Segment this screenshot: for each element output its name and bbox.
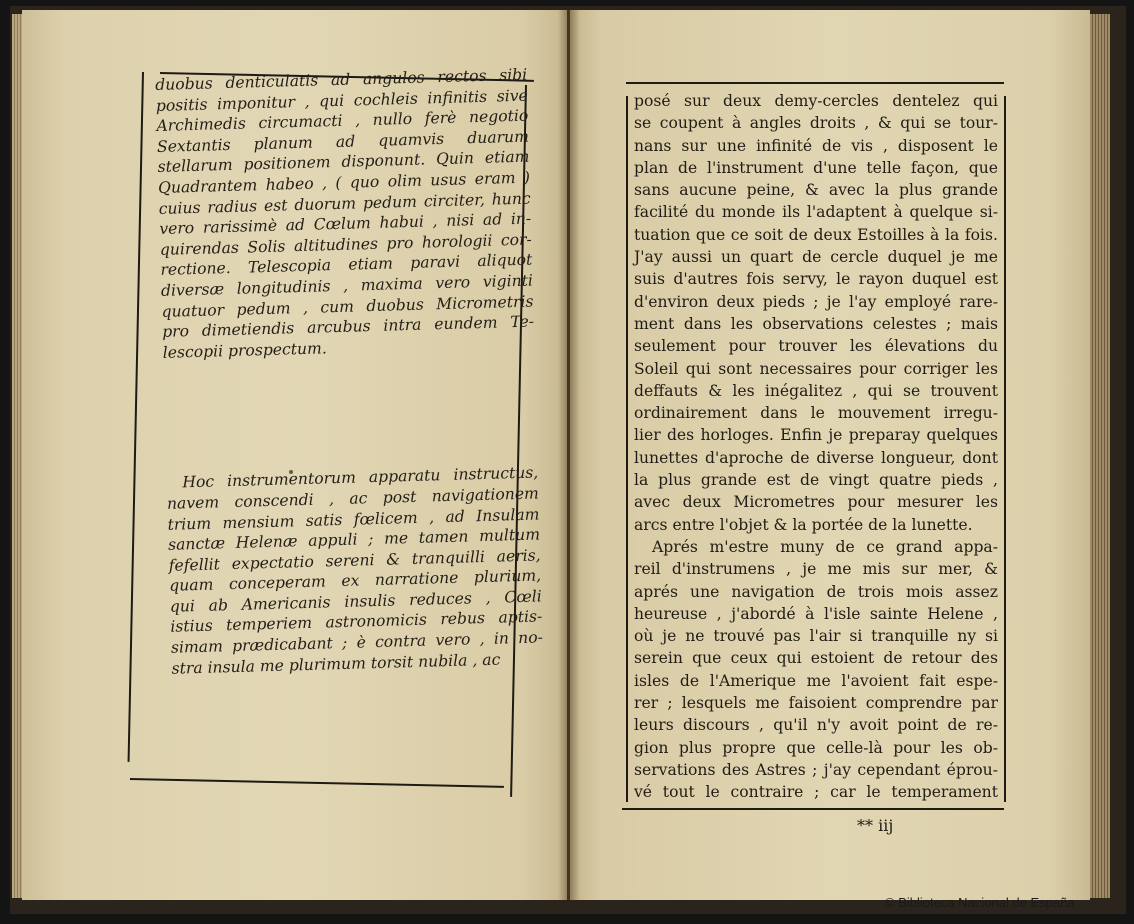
french-line: J'ay aussi un quart de cercle duquel je me — [634, 248, 998, 267]
latin-line: istius temperiem astronomicis rebus aptis- — [170, 607, 543, 637]
latin-line: diversæ longitudinis , maxima vero viginti — [160, 271, 534, 300]
french-line: nans sur une infinité de vis , disposent le — [634, 136, 998, 155]
french-line: plan de l'instrument d'une telle façon, que — [634, 158, 998, 177]
french-line: ordinairement dans le mouvement irregu- — [634, 404, 998, 423]
french-line: facilité du monde ils l'adaptent à quelque si- — [634, 203, 998, 222]
latin-line: navem conscendi , ac post navigationem — [166, 484, 540, 513]
latin-line: quam conceperam ex narratione plurium, — [169, 566, 542, 596]
latin-line: sanctæ Helenæ appuli ; me tamen multum — [167, 525, 541, 554]
french-line: isles de l'Amerique me l'avoient fait espe- — [634, 671, 998, 690]
french-line: posé sur deux demy-cercles dentelez qui — [634, 92, 998, 110]
latin-text-block — [155, 65, 544, 679]
french-line: la plus grande est de vingt quatre pieds , — [634, 471, 998, 490]
french-line: où je ne trouvé pas l'air si tranquille ny si — [634, 627, 998, 646]
latin-line: vero rarissimè ad Cœlum habui , nisi ad in- — [159, 209, 532, 239]
right-top-rule — [626, 82, 1004, 84]
latin-line: quatuor pedum , cum duobus Micrometris — [161, 292, 534, 321]
copyright-notice: © Biblioteca Nacional de España — [885, 895, 1075, 910]
latin-line: cuius radius est duorum pedum circiter, hunc — [158, 189, 531, 218]
signature-mark: ** iij — [857, 816, 894, 835]
latin-line: quirendas Solis altitudines pro horologii cor- — [159, 230, 532, 259]
french-line: seulement pour trouver les élevations du — [634, 337, 998, 356]
french-line: Aprés m'estre muny de ce grand appa- — [652, 537, 998, 556]
french-line: aprés une navigation de trois mois assez — [634, 582, 998, 601]
latin-line: pro dimetiendis arcubus intra eundem Te- — [161, 312, 535, 342]
french-line: leurs discours , qu'il n'y avoit point de re- — [634, 716, 998, 735]
french-line: vé tout le contraire ; car le temperament — [634, 783, 998, 802]
french-line: lier des horloges. Enfin je preparay quelques — [634, 426, 998, 445]
latin-line: qui ab Americanis insulis reduces , Cœli — [169, 587, 542, 616]
french-line: deffauts & les inégalitez , qui se trouvent — [634, 381, 998, 400]
latin-line: trium mensium satis fœlicem , ad Insulam — [167, 504, 540, 534]
right-page-left-rule — [626, 96, 628, 802]
latin-line: Hoc instrumentorum apparatu instructus, — [182, 463, 539, 492]
french-line: avec deux Micrometres pour mesurer les — [634, 493, 998, 512]
right-page-edges — [1090, 14, 1110, 898]
french-line: heureuse , j'abordé à l'isle sainte Helene , — [634, 604, 998, 623]
latin-line: Quadrantem habeo , ( quo olim usus eram ) — [157, 168, 531, 197]
latin-line: rectione. Telescopia etiam paravi aliquot — [160, 250, 533, 280]
latin-line: lescopii prospectum. — [162, 339, 328, 362]
french-line: tuation que ce soit de deux Estoilles à la fois. — [634, 225, 998, 244]
latin-line: duobus denticulatis ad angulos rectos sibi — [155, 65, 528, 94]
latin-line: stra insula me plurimum torsit nubila , ac — [171, 650, 501, 678]
french-line: se coupent à angles droits , & qui se tour- — [634, 114, 998, 133]
french-line: Soleil qui sont necessaires pour corriger les — [634, 359, 998, 378]
french-line: sans aucune peine, & avec la plus grande — [634, 181, 998, 200]
french-line: arcs entre l'objet & la portée de la lunette. — [634, 515, 973, 534]
latin-line: fefellit expectatio sereni & tranquilli aeris, — [168, 546, 541, 575]
french-line: suis d'autres fois servy, le rayon duquel est — [634, 270, 998, 289]
latin-line: Archimedis circumacti , nullo ferè negotio — [156, 106, 529, 136]
latin-line: positis imponitur , qui cochleis infinitis sive — [155, 86, 528, 115]
french-line: rer ; lesquels me faisoient comprendre par — [634, 694, 998, 713]
french-line: lunettes d'aproche de diverse longueur, dont — [634, 448, 998, 467]
latin-line: stellarum positionem disponunt. Quin etiam — [157, 147, 530, 177]
french-line: ment dans les observations celestes ; mais — [634, 314, 998, 333]
latin-line: simam prædicabant ; è contra vero , in no- — [170, 628, 544, 657]
french-text-block — [634, 90, 998, 804]
french-line: gion plus propre que celle-là pour les ob- — [634, 738, 998, 757]
french-line: serein que ceux qui estoient de retour des — [634, 649, 998, 668]
french-line: d'environ deux pieds ; je l'ay employé rare- — [634, 292, 998, 311]
french-line: reil d'instrumens , je me mis sur mer, & — [634, 560, 998, 579]
french-line: servations des Astres ; j'ay cependant éprou- — [634, 760, 998, 779]
latin-line: Sextantis planum ad quamvis duarum — [156, 127, 530, 156]
right-bottom-rule — [622, 808, 1004, 810]
right-page-right-rule — [1004, 96, 1006, 802]
book-gutter — [558, 10, 580, 900]
